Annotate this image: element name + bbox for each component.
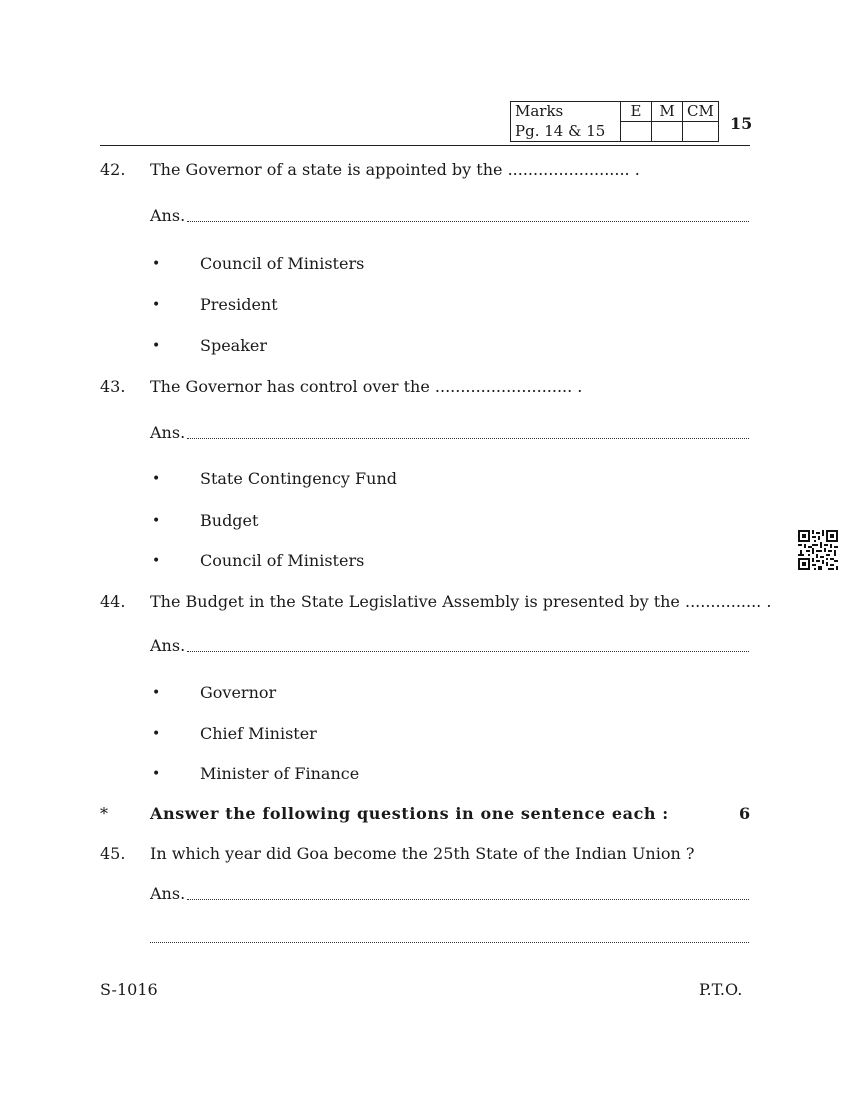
option-text: Budget xyxy=(200,511,259,530)
bullet-icon: • xyxy=(152,766,161,782)
bullet-icon: • xyxy=(152,471,161,487)
cell-e xyxy=(621,122,652,142)
bullet-icon: • xyxy=(152,297,161,313)
question-number: 45. xyxy=(100,844,126,863)
question-text: The Governor has control over the ........................... . xyxy=(150,377,583,396)
qr-code-icon xyxy=(798,530,838,570)
bullet-icon: • xyxy=(152,553,161,569)
answer-line[interactable] xyxy=(150,206,749,225)
bullet-icon: • xyxy=(152,685,161,701)
option-text: Minister of Finance xyxy=(200,764,360,783)
question-number: 43. xyxy=(100,377,126,396)
option-text: Council of Ministers xyxy=(200,254,365,273)
option-text: State Contingency Fund xyxy=(200,469,397,488)
section-marker: * xyxy=(100,804,108,823)
answer-line-continued[interactable] xyxy=(150,928,749,946)
answer-line[interactable] xyxy=(150,636,749,655)
question-number: 42. xyxy=(100,160,126,179)
bullet-icon: • xyxy=(152,726,161,742)
option-text: Council of Ministers xyxy=(200,551,365,570)
section-instruction: Answer the following questions in one sentence each : xyxy=(150,804,669,823)
answer-dots xyxy=(187,637,749,652)
col-e: E xyxy=(621,102,652,122)
cell-m xyxy=(652,122,683,142)
answer-line[interactable] xyxy=(150,884,749,903)
answer-line[interactable] xyxy=(150,423,749,442)
question-text: The Budget in the State Legislative Assembly is presented by the ............... . xyxy=(150,592,772,611)
pages-label: Pg. 14 & 15 xyxy=(511,122,621,142)
marks-table xyxy=(510,101,719,142)
header-rule xyxy=(100,145,750,146)
question-text: The Governor of a state is appointed by the ........................ . xyxy=(150,160,640,179)
answer-label: Ans. xyxy=(150,423,186,442)
option-text: Speaker xyxy=(200,336,268,355)
paper-code: S-1016 xyxy=(100,980,158,999)
pto-label: P.T.O. xyxy=(699,980,743,999)
option-text: Governor xyxy=(200,683,277,702)
col-m: M xyxy=(652,102,683,122)
answer-dots xyxy=(187,207,749,222)
bullet-icon: • xyxy=(152,338,161,354)
question-text: In which year did Goa become the 25th State of the Indian Union ? xyxy=(150,844,695,863)
answer-label: Ans. xyxy=(150,884,186,903)
answer-label: Ans. xyxy=(150,206,186,225)
option-text: President xyxy=(200,295,278,314)
cell-cm xyxy=(683,122,719,142)
page-number: 15 xyxy=(730,114,753,133)
col-cm: CM xyxy=(683,102,719,122)
section-marks: 6 xyxy=(739,804,751,823)
bullet-icon: • xyxy=(152,513,161,529)
question-number: 44. xyxy=(100,592,126,611)
answer-dots xyxy=(150,928,749,943)
answer-label: Ans. xyxy=(150,636,186,655)
answer-dots xyxy=(187,885,749,900)
option-text: Chief Minister xyxy=(200,724,317,743)
answer-dots xyxy=(187,424,749,439)
bullet-icon: • xyxy=(152,256,161,272)
marks-label: Marks xyxy=(511,102,621,122)
